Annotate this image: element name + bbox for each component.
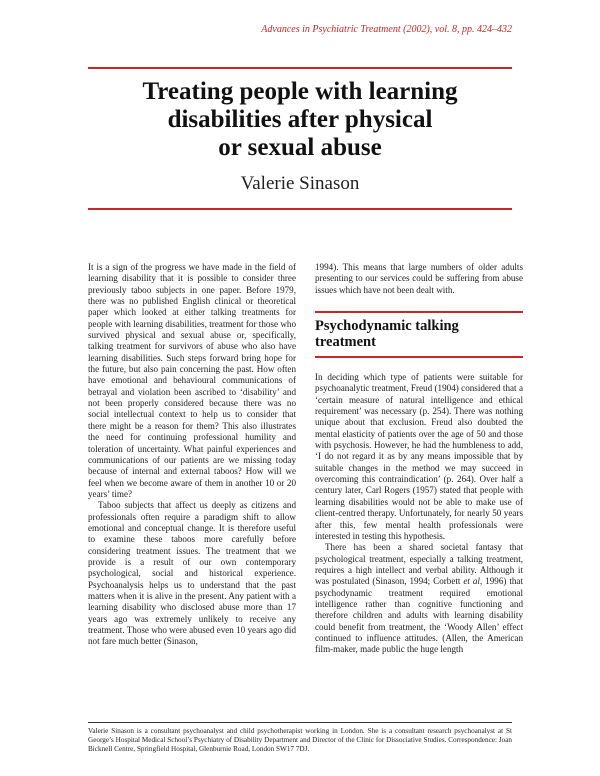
paragraph: Taboo subjects that affect us deeply as citizens and professionals often require a paradigm shift to allow emotional and conceptual change. It is therefore useful to examine these taboos more carefully before considering treatment issues. The treatment that we provide is a result of our own contemporary psychological, social and historical experience. Psychoanalysis helps us to understand that the past matters when it is alive in the present. Any patient with a learning disability who disclosed abuse more than 17 years ago was extremely unlikely to receive any treatment. Those who were abused even 10 years ago did not fare much better (Sinason, [88,500,296,647]
left-column [88,262,296,648]
footnote-rule [88,722,512,723]
title-line-2: disabilities after physical [167,106,433,133]
paragraph: In deciding which type of patients were suitable for psychoanalytic treatment, Freud (1904) considered that a ‘certain measure of natural intelligence and ethical requirement’ was necessary (p. 254). There was nothing unique about that exclusion. Freud also doubted the mental elasticity of patients over the age of 50 and those with psychosis. However, he had the humbleness to add, ‘I do not regard it as by any means impossible that by suitable changes in the method we may succeed in overcoming this contraindication’ (p. 264). Over half a century later, Carl Rogers (1957) stated that people with learning disabilities would not be able to make use of client-centred therapy. Unfortunately, for nearly 50 years after this, few mental health professionals were interested in testing this hypothesis. [315,372,523,541]
paragraph: It is a sign of the progress we have made in the field of learning disability that it is possible to consider three previously taboo subjects in one paper. Before 1979, there was no published English clinical or theoretical paper which looked at either talking treatments for people with learning disabilities, treatment for those who survived physical and sexual abuse or, specifically, talking treatment for survivors of abuse who also have learning disabilities. Such steps forward bring hope for the future, but also pain concerning the past. How often have emotional and behavioural communications of betrayal and violation been ascribed to ‘disability’ and not been properly considered because there was no social intellectual context to help us to consider that there might be a reason for them? This also illustrates the need for continuing professional humility and toleration of uncertainty. What painful experiences and communications of our patients are we missing today because of internal and external taboos? How will we feel when we become aware of them in another 10 or 20 years’ time? [88,262,296,499]
section-heading: Psychodynamic talking treatment [315,311,523,358]
citation-etal: et al [463,576,480,587]
paragraph-text: There has been a shared societal fantasy that psychological treatment, especially a talking treatment, requires a high intellect and verbal ability. Although it was postulated (Sinason, 1994; Corbett [315,542,523,587]
title-line-3: or sexual abuse [218,134,382,161]
author-rule [88,208,512,210]
article-title [88,78,512,162]
author-footnote: Valerie Sinason is a consultant psychoanalyst and child psychotherapist working in London. She is a consultant research psychoanalyst at St George’s Hospital Medical School’s Psychiatry of Disability Department and Director of the Clinic for Dissociative Studies. Correspondence: Joan Bicknell Centre, Springfield Hospital, Glenburnie Road, London SW17 7DJ. [88,727,512,753]
right-column [315,262,523,656]
paragraph: 1994). This means that large numbers of older adults presenting to our services could be suffering from abuse issues which have not been dealt with. [315,262,523,295]
top-rule [88,67,512,69]
title-line-1: Treating people with learning [142,78,458,105]
paragraph [315,542,523,655]
paragraph-text: , 1996) that psychodynamic treatment required emotional intelligence rather than cognitive functioning and therefore children and adults with learning disability could benefit from treatment, the ‘Woody Allen’ effect continued to influence attitudes. (Allen, the American film-maker, made public the huge length [315,576,523,655]
journal-reference: Advances in Psychiatric Treatment (2002), vol. 8, pp. 424–432 [261,24,512,35]
author-name: Valerie Sinason [240,173,360,194]
